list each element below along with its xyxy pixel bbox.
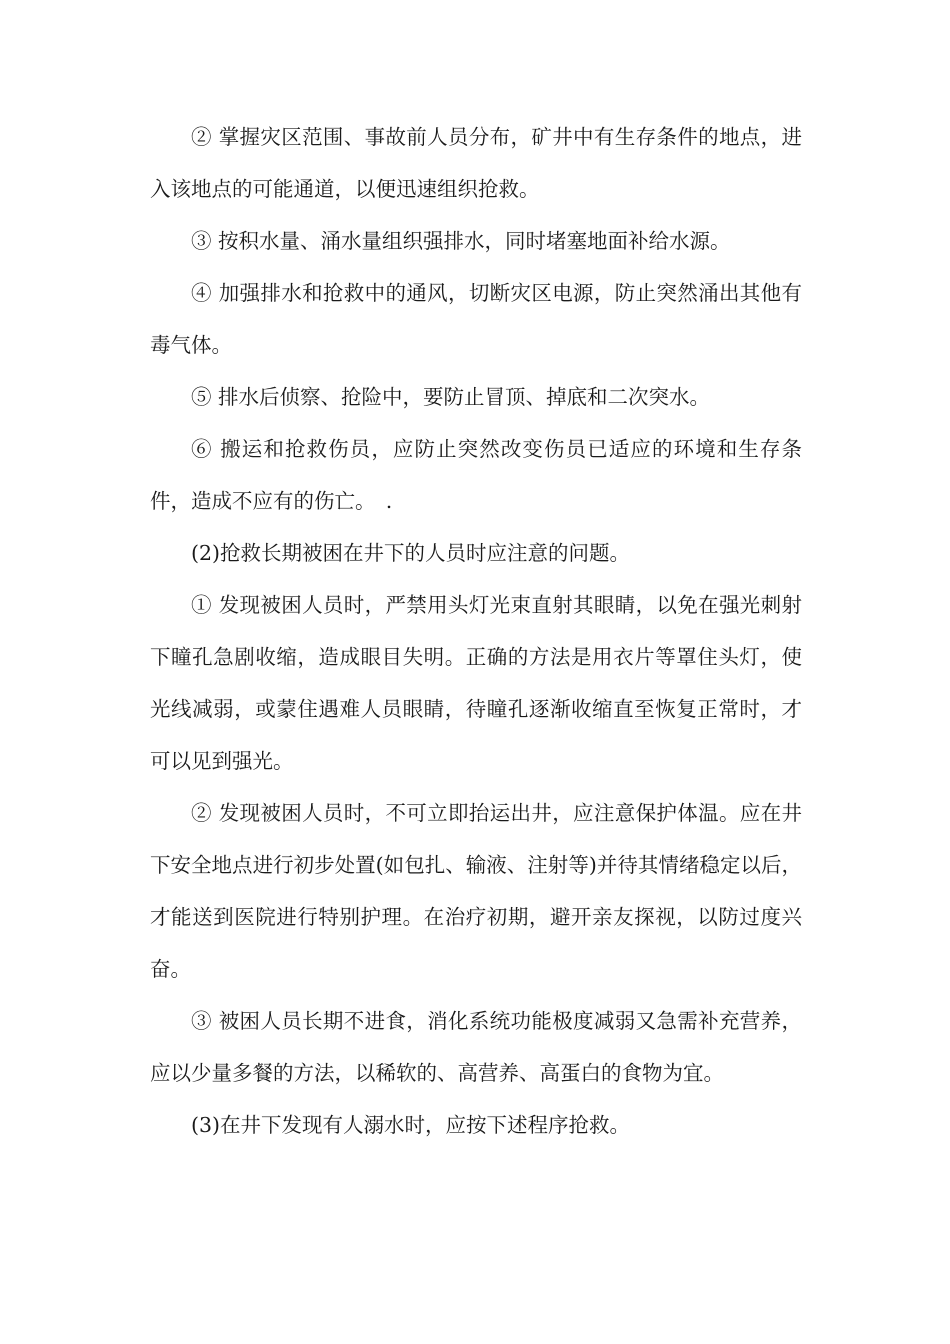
section-heading-3: (3)在井下发现有人溺水时，应按下述程序抢救。 xyxy=(191,1113,631,1137)
paragraph-item-2: ② 掌握灾区范围、事故前人员分布，矿井中有生存条件的地点，进入该地点的可能通道，以便迅速组织抢救。 xyxy=(150,125,802,201)
paragraph-item-1: ① 发现被困人员时，严禁用头灯光束直射其眼睛，以免在强光刺射下瞳孔急剧收缩，造成眼目失明。正确的方法是用衣片等罩住头灯，使光线减弱，或蒙住遇难人员眼睛，待瞳孔逐渐收缩直至恢复正常时，才可以见到强光。 xyxy=(150,593,802,773)
paragraph-item-5: ⑤ 排水后侦察、抢险中，要防止冒顶、掉底和二次突水。 xyxy=(191,385,711,409)
paragraph-item-2b: ② 发现被困人员时，不可立即抬运出井，应注意保护体温。应在井下安全地点进行初步处置(如包扎、输液、注射等)并待其情绪稳定以后，才能送到医院进行特别护理。在治疗初期，避开亲友探视，以防过度兴奋。 xyxy=(150,801,802,981)
paragraph-item-6: ⑥ 搬运和抢救伤员，应防止突然改变伤员已适应的环境和生存条件，造成不应有的伤亡。 . xyxy=(150,437,802,513)
paragraph-item-4: ④ 加强排水和抢救中的通风，切断灾区电源，防止突然涌出其他有毒气体。 xyxy=(150,281,802,357)
document-body xyxy=(150,111,802,1151)
paragraph-item-3: ③ 按积水量、涌水量组织强排水，同时堵塞地面补给水源。 xyxy=(191,229,731,253)
section-heading-2: (2)抢救长期被困在井下的人员时应注意的问题。 xyxy=(191,541,631,565)
paragraph-item-3b: ③ 被困人员长期不进食，消化系统功能极度减弱又急需补充营养，应以少量多餐的方法，以稀软的、高营养、高蛋白的食物为宜。 xyxy=(150,1009,802,1085)
